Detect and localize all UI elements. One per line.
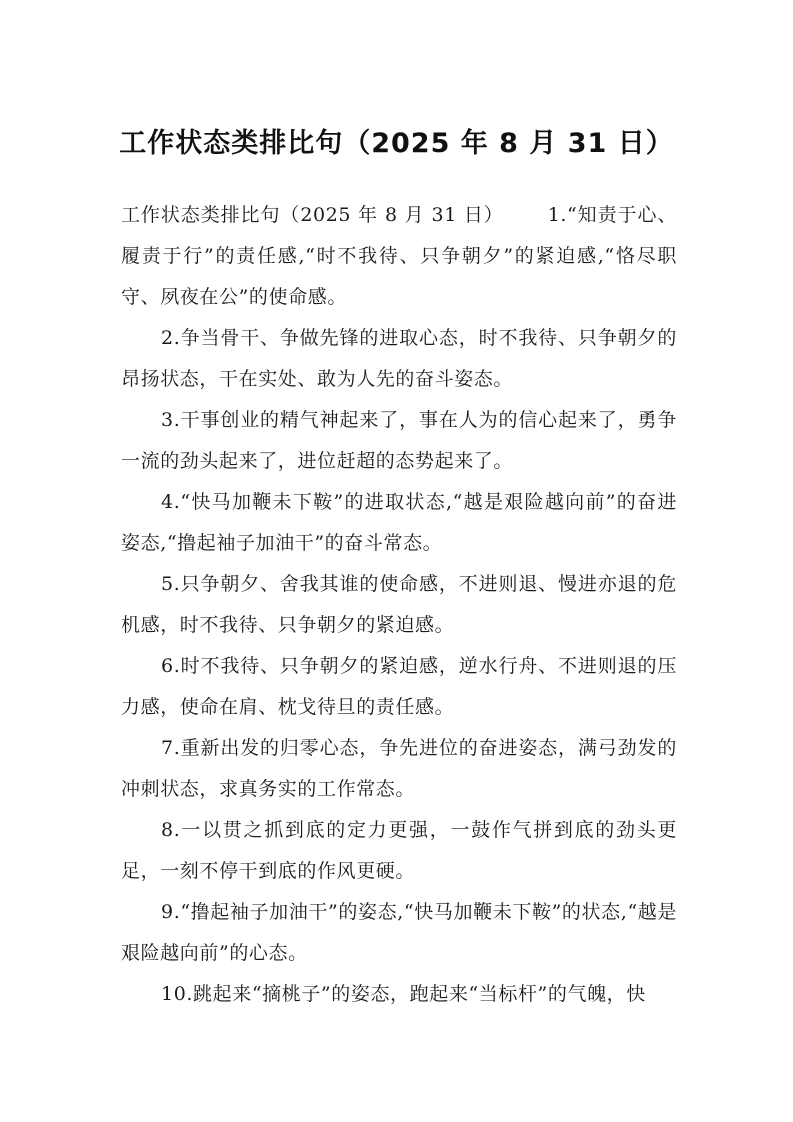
- paragraph-10: 10.跳起来“摘桃子”的姿态，跑起来“当标杆”的气魄，快: [161, 983, 646, 1005]
- document-body: [121, 195, 677, 1015]
- paragraph-7: 7.重新出发的归零心态，争先进位的奋进姿态，满弓劲发的冲刺状态，求真务实的工作常态。: [121, 737, 677, 800]
- page-title: 工作状态类排比句（2025 年 8 月 31 日）: [119, 128, 674, 159]
- intro-heading: 工作状态类排比句（2025 年 8 月 31 日）: [121, 204, 504, 226]
- paragraph-4: 4.“快马加鞭未下鞍”的进取状态,“越是艰险越向前”的奋进姿态,“撸起袖子加油干”的奋斗常态。: [121, 491, 677, 554]
- paragraph-8: 8.一以贯之抓到底的定力更强，一鼓作气拼到底的劲头更足，一刻不停干到底的作风更硬。: [121, 819, 677, 882]
- paragraph-3: 3.干事创业的精气神起来了，事在人为的信心起来了，勇争一流的劲头起来了，进位赶超的态势起来了。: [121, 409, 677, 472]
- paragraph-1-text: 1.“知责于心、履责于行”的责任感,“时不我待、只争朝夕”的紧迫感,“恪尽职守、夙夜在公”的使命感。: [121, 204, 677, 308]
- paragraph-5: 5.只争朝夕、舍我其谁的使命感，不进则退、慢进亦退的危机感，时不我待、只争朝夕的紧迫感。: [121, 573, 677, 636]
- paragraph-1: [121, 195, 677, 318]
- paragraph-6: 6.时不我待、只争朝夕的紧迫感，逆水行舟、不进则退的压力感，使命在肩、枕戈待旦的责任感。: [121, 655, 677, 718]
- paragraph-2: 2.争当骨干、争做先锋的进取心态，时不我待、只争朝夕的昂扬状态，干在实处、敢为人先的奋斗姿态。: [121, 327, 677, 390]
- paragraph-9: 9.“撸起袖子加油干”的姿态,“快马加鞭未下鞍”的状态,“越是艰险越向前”的心态。: [121, 901, 677, 964]
